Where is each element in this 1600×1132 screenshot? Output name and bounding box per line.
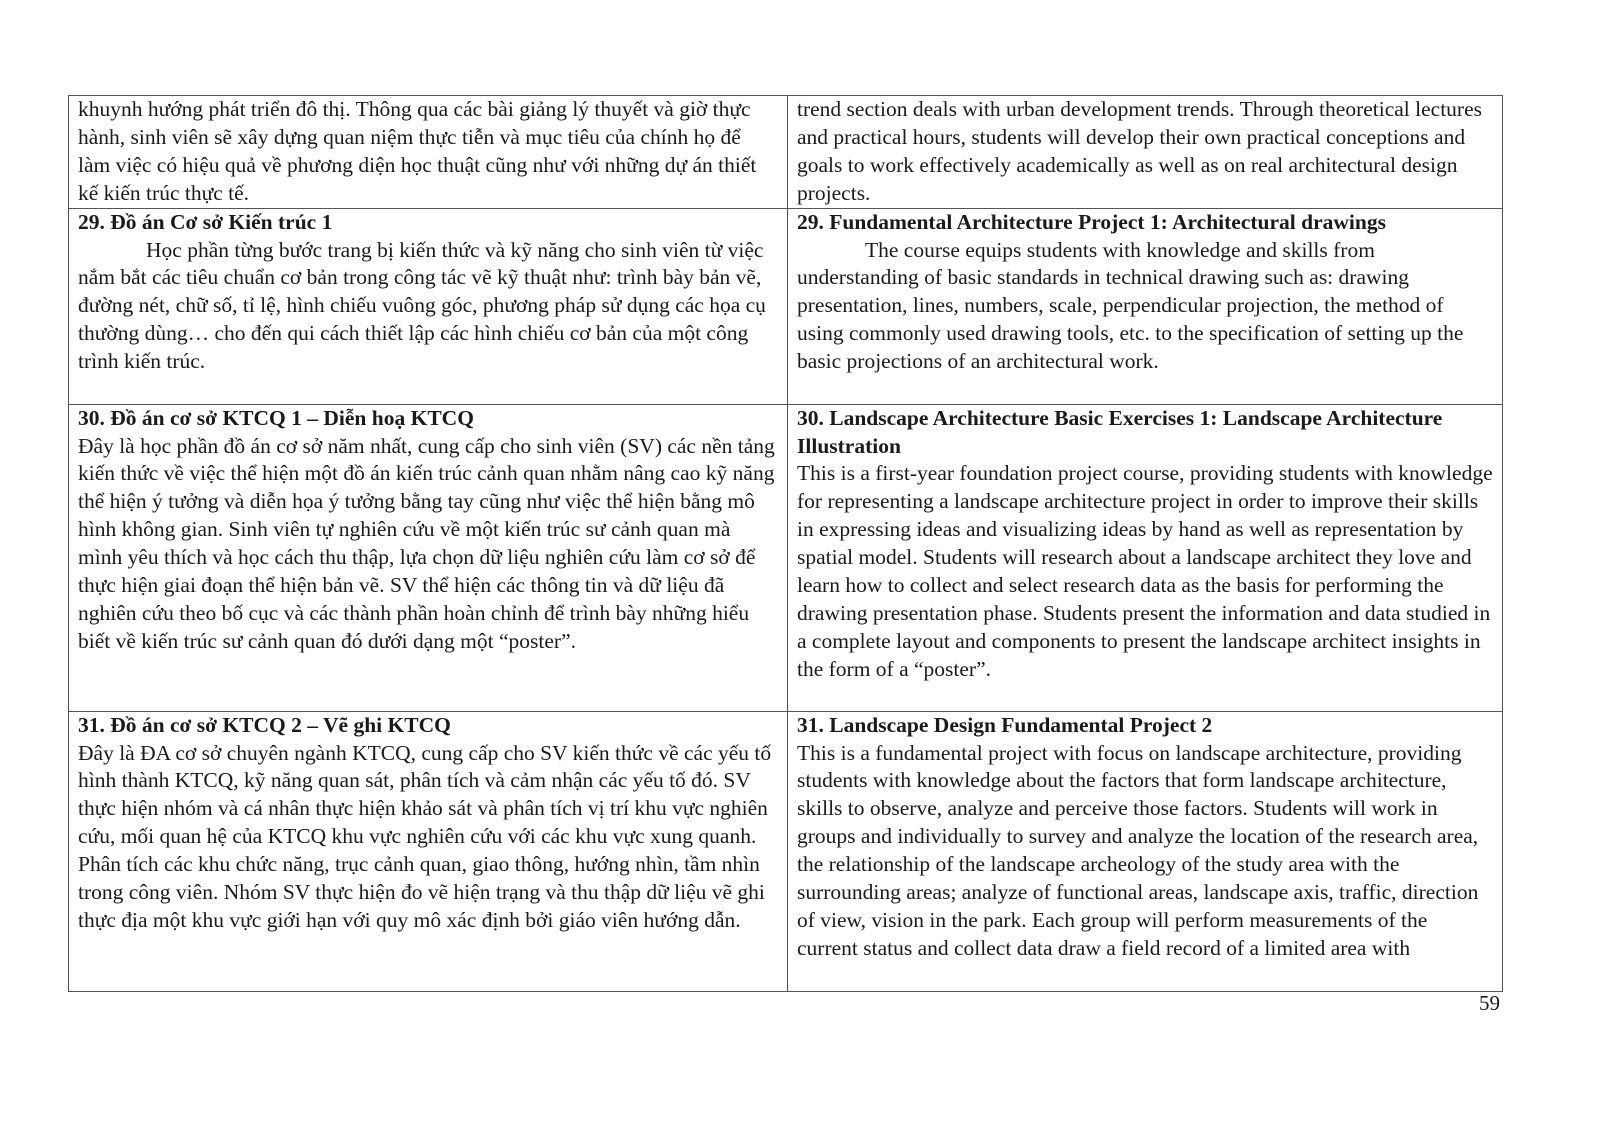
course-description: Đây là học phần đồ án cơ sở năm nhất, cung cấp cho sinh viên (SV) các nền tảng kiến thức về việc thể hiện một đồ án kiến trúc cảnh quan nhằm nâng cao kỹ năng thể hiện ý tưởng và diễn họa ý tưởng bằng tay cũng như việc thể hiện bằng mô hình không gian. Sinh viên tự nghiên cứu về một kiến trúc sư cảnh quan mà mình yêu thích và học cách thu thập, lựa chọn dữ liệu nghiên cứu làm cơ sở để thực hiện giai đoạn thể hiện bản vẽ. SV thể hiện các thông tin và dữ liệu đã nghiên cứu theo bố cục và các thành phần hoàn chỉnh để trình bày những hiểu biết về kiến trúc sư cảnh quan đó dưới dạng một “poster”. [78,433,775,653]
bilingual-course-table [68,95,1503,992]
page-number: 59 [1479,991,1500,1015]
course-heading: 29. Fundamental Architecture Project 1: Architectural drawings [797,209,1386,234]
course-description: This is a first-year foundation project course, providing students with knowledge for representing a landscape architecture project in order to improve their skills in expressing ideas and visualizing ideas by hand as well as representation by spatial model. Students will research about a landscape architect they love and learn how to collect and select research data as the basis for performing the drawing presentation phase. Students present the information and data studied in a complete layout and components to present the landscape architect insights in the form of a “poster”. [797,461,1493,681]
course-description: khuynh hướng phát triển đô thị. Thông qua các bài giảng lý thuyết và giờ thực hành, sinh viên sẽ xây dựng quan niệm thực tiễn và mục tiêu của chính họ để làm việc có hiệu quả về phương diện học thuật cũng như với những dự án thiết kế kiến trúc thực tế. [78,97,757,205]
table-row [69,404,1503,711]
course-description: The course equips students with knowledge and skills from understanding of basic standards in technical drawing such as: drawing presentation, lines, numbers, scale, perpendicular projection, the method of using commonly used drawing tools, etc. to the specification of setting up the basic projections of an architectural work. [797,237,1464,374]
vietnamese-cell [69,96,788,209]
course-description: Đây là ĐA cơ sở chuyên ngành KTCQ, cung cấp cho SV kiến thức về các yếu tố hình thành KTCQ, kỹ năng quan sát, phân tích và cảm nhận các yếu tố đó. SV thực hiện nhóm và cá nhân thực hiện khảo sát và phân tích vị trí khu vực nghiên cứu, mối quan hệ của KTCQ khu vực nghiên cứu với các khu vực xung quanh. Phân tích các khu chức năng, trục cảnh quan, giao thông, hướng nhìn, tầm nhìn trong công viên. Nhóm SV thực hiện đo vẽ hiện trạng và thu thập dữ liệu vẽ ghi thực địa một khu vực giới hạn với quy mô xác định bởi giáo viên hướng dẫn. [78,740,772,932]
english-cell [788,404,1503,711]
course-heading: 30. Đồ án cơ sở KTCQ 1 – Diễn hoạ KTCQ [78,405,474,430]
vietnamese-cell [69,711,788,991]
english-cell [788,711,1503,991]
table-row [69,208,1503,404]
english-cell [788,96,1503,209]
course-description: trend section deals with urban development trends. Through theoretical lectures and practical hours, students will develop their own practical conceptions and goals to work effectively academically as well as on real architectural design projects. [797,97,1482,205]
english-cell [788,208,1503,404]
course-heading: 31. Đồ án cơ sở KTCQ 2 – Vẽ ghi KTCQ [78,712,451,737]
course-heading: 30. Landscape Architecture Basic Exercises 1: Landscape Architecture Illustration [797,405,1443,458]
course-heading: 31. Landscape Design Fundamental Project 2 [797,712,1213,737]
course-heading: 29. Đồ án Cơ sở Kiến trúc 1 [78,209,333,234]
course-description: Học phần từng bước trang bị kiến thức và kỹ năng cho sinh viên từ việc nắm bắt các tiêu chuẩn cơ bản trong công tác vẽ kỹ thuật như: trình bày bản vẽ, đường nét, chữ số, tỉ lệ, hình chiếu vuông góc, phương pháp sử dụng các họa cụ thường dùng… cho đến qui cách thiết lập các hình chiếu cơ bản của một công trình kiến trúc. [78,237,766,374]
course-description: This is a fundamental project with focus on landscape architecture, providing students with knowledge about the factors that form landscape architecture, skills to observe, analyze and perceive those factors. Students will work in groups and individually to survey and analyze the location of the research area, the relationship of the landscape archeology of the study area with the surrounding areas; analyze of functional areas, landscape axis, traffic, direction of view, vision in the park. Each group will perform measurements of the current status and collect data draw a field record of a limited area with [797,740,1479,960]
vietnamese-cell [69,404,788,711]
table-row [69,711,1503,991]
vietnamese-cell [69,208,788,404]
table-row [69,96,1503,209]
